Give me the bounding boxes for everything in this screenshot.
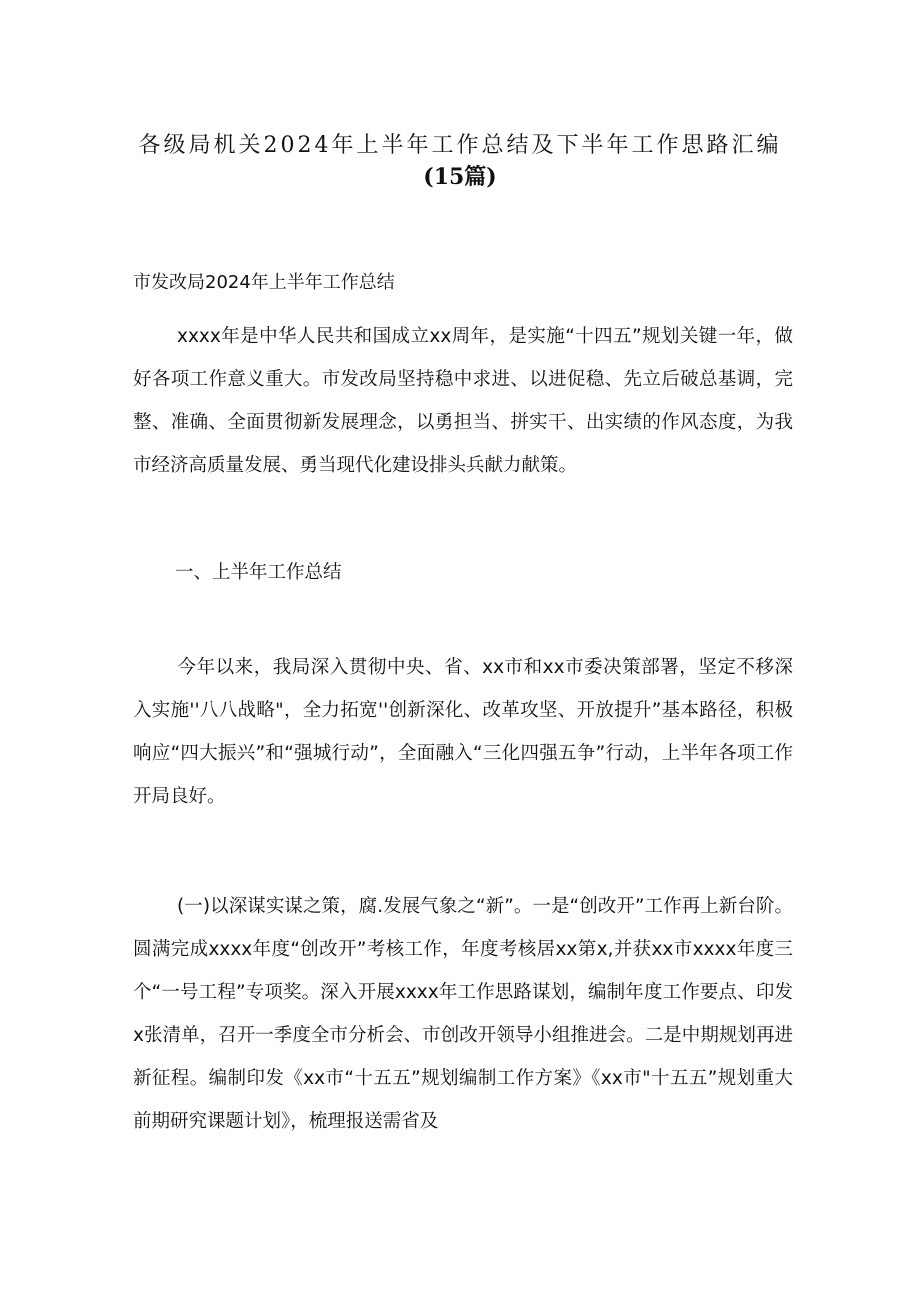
paragraph-overview: [133, 646, 793, 818]
paragraph-overview-text: 今年以来，我局深入贯彻中央、省、xx市和xx市委决策部署，坚定不移深入实施''八八战略"，全力拓宽''创新深化、改革攻坚、开放提升”基本路径，积极响应“四大振兴”和“强城行动”，全面融入“三化四强五争”行动，上半年各项工作开局良好。: [133, 657, 793, 807]
section-heading: 市发改局2024年上半年工作总结: [133, 272, 395, 293]
paragraph-intro: [133, 315, 793, 487]
paragraph-intro-text: xxxx年是中华人民共和国成立xx周年，是实施“十四五”规划关键一年，做好各项工作意义重大。市发改局坚持稳中求进、以进促稳、先立后破总基调，完整、准确、全面贯彻新发展理念，以勇担当、拼实干、出实绩的作风态度，为我市经济高质量发展、勇当现代化建设排头兵献力献策。: [133, 326, 793, 476]
document-title-line2: (15篇): [423, 164, 497, 190]
paragraph-item1: [133, 885, 793, 1143]
part1-heading: 一、上半年工作总结: [175, 562, 342, 583]
document-title-line1: 各级局机关2024年上半年工作总结及下半年工作思路汇编: [138, 133, 782, 158]
paragraph-item1-text: (一)以深谋实谋之策，腐.发展气象之“新”。一是“创改开”工作再上新台阶。圆满完成xxxx年度“创改开”考核工作，年度考核居xx第x,并获xx市xxxx年度三个“一号工程”专项奖。深入开展xxxx年工作思路谋划，编制年度工作要点、印发x张清单，召开一季度全市分析会、市创改开领导小组推进会。二是中期规划再进新征程。编制印发《xx市“十五五”规划编制工作方案》《xx市"十五五”规划重大前期研究课题计划》，梳理报送需省及: [133, 896, 793, 1132]
